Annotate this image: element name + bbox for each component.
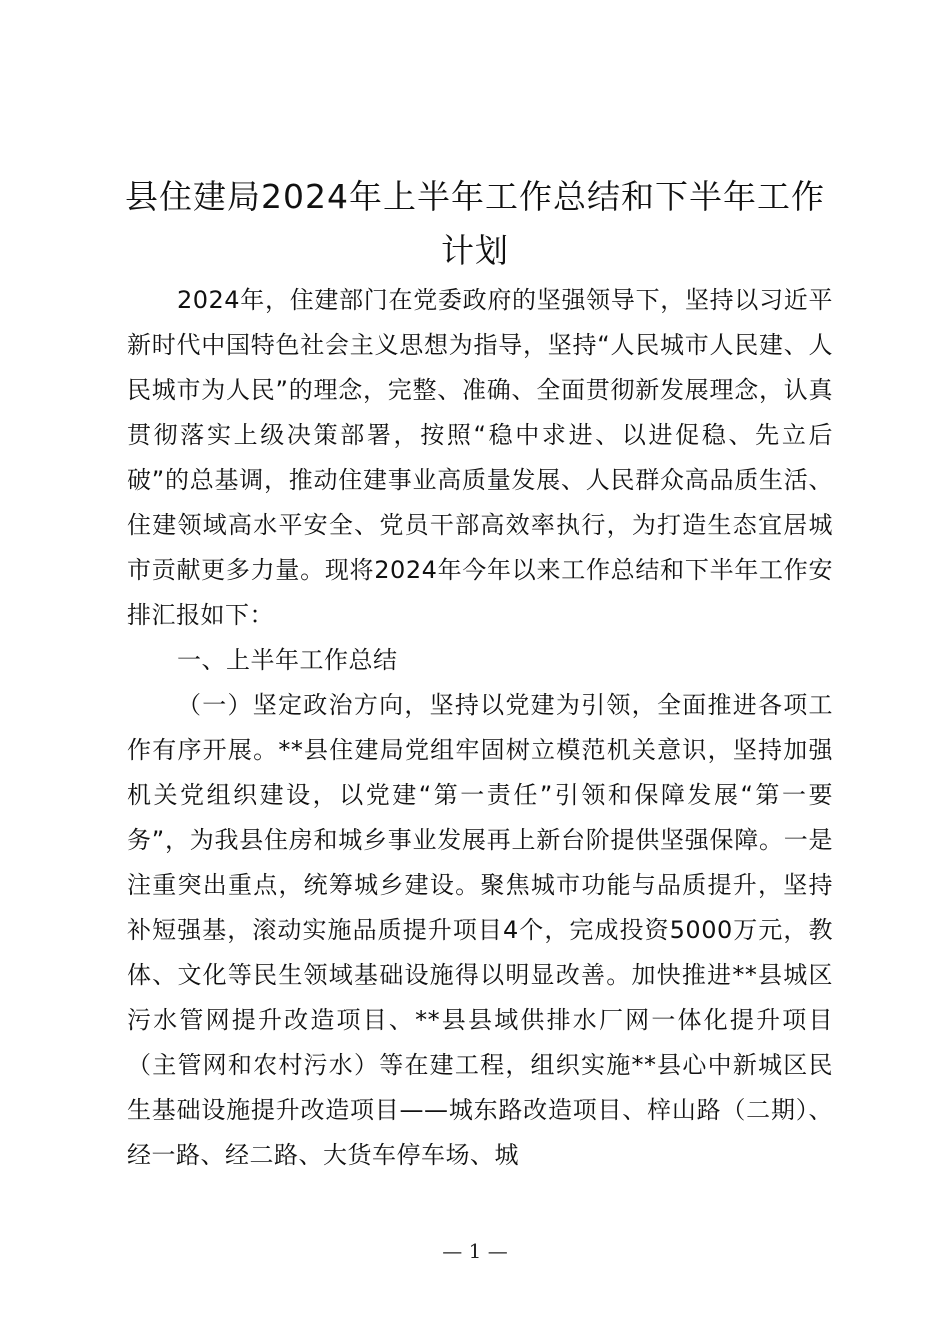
intro-paragraph: 2024年，住建部门在党委政府的坚强领导下，坚持以习近平新时代中国特色社会主义思想为指导，坚持“人民城市人民建、人民城市为人民”的理念，完整、准确、全面贯彻新发展理念，认真贯彻落实上级决策部署，按照“稳中求进、以进促稳、先立后破”的总基调，推动住建事业高质量发展、人民群众高品质生活、住建领域高水平安全、党员干部高效率执行，为打造生态宜居城市贡献更多力量。现将2024年今年以来工作总结和下半年工作安排汇报如下： [127,286,833,629]
document-title: 县住建局2024年上半年工作总结和下半年工作计划 [125,177,825,270]
document-body [127,278,833,1178]
section-paragraph: （一）坚定政治方向，坚持以党建为引领，全面推进各项工作有序开展。**县住建局党组牢固树立模范机关意识，坚持加强机关党组织建设，以党建“第一责任”引领和保障发展“第一要务”，为我县住房和城乡事业发展再上新台阶提供坚强保障。一是注重突出重点，统筹城乡建设。聚焦城市功能与品质提升，坚持补短强基，滚动实施品质提升项目4个，完成投资5000万元，教体、文化等民生领域基础设施得以明显改善。加快推进**县城区污水管网提升改造项目、**县县域供排水厂网一体化提升项目（主管网和农村污水）等在建工程，组织实施**县心中新城区民生基础设施提升改造项目——城东路改造项目、梓山路（二期）、经一路、经二路、大货车停车场、城 [127,691,833,1169]
section-heading: 一、上半年工作总结 [177,646,398,674]
page-number: — 1 — [442,1239,508,1263]
